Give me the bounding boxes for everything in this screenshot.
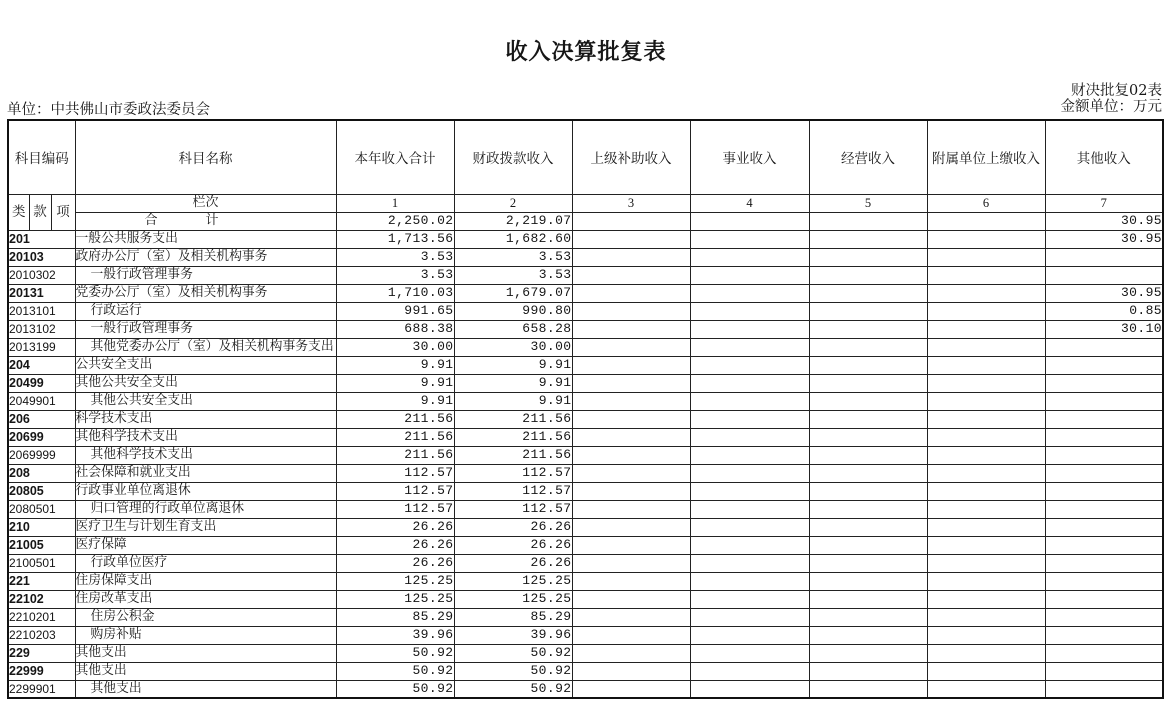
row-fiscal-appropriation: 30.00 bbox=[454, 338, 572, 356]
table-row bbox=[8, 428, 1163, 446]
row-total-income: 39.96 bbox=[336, 626, 454, 644]
row-other-income bbox=[1045, 410, 1163, 428]
row-subject-name: 其他科学技术支出 bbox=[75, 446, 336, 464]
row-business-income bbox=[690, 248, 809, 266]
row-subject-name: 行政运行 bbox=[75, 302, 336, 320]
row-subject-code: 2010302 bbox=[8, 266, 75, 284]
row-fiscal-appropriation: 990.80 bbox=[454, 302, 572, 320]
col-header-affiliated-remittance: 附属单位上缴收入 bbox=[927, 120, 1045, 194]
table-row bbox=[8, 266, 1163, 284]
row-other-income bbox=[1045, 464, 1163, 482]
row-other-income bbox=[1045, 536, 1163, 554]
row-affiliated-remittance bbox=[927, 374, 1045, 392]
total-affiliated-remittance bbox=[927, 212, 1045, 230]
row-subject-code: 20499 bbox=[8, 374, 75, 392]
row-business-income bbox=[690, 338, 809, 356]
row-other-income bbox=[1045, 482, 1163, 500]
row-affiliated-remittance bbox=[927, 536, 1045, 554]
row-subject-name: 住房公积金 bbox=[75, 608, 336, 626]
row-total-income: 26.26 bbox=[336, 518, 454, 536]
row-subject-name: 住房保障支出 bbox=[75, 572, 336, 590]
col-header-subject-code: 科目编码 bbox=[8, 120, 75, 194]
document-title: 收入决算批复表 bbox=[505, 40, 667, 65]
row-subject-name: 其他党委办公厅（室）及相关机构事务支出 bbox=[75, 338, 336, 356]
row-operating-income bbox=[809, 374, 927, 392]
row-subject-code: 2049901 bbox=[8, 392, 75, 410]
row-affiliated-remittance bbox=[927, 428, 1045, 446]
row-affiliated-remittance bbox=[927, 266, 1045, 284]
row-business-income bbox=[690, 284, 809, 302]
row-subject-name: 归口管理的行政单位离退休 bbox=[75, 500, 336, 518]
row-subject-code: 204 bbox=[8, 356, 75, 374]
row-subject-code: 2100501 bbox=[8, 554, 75, 572]
row-total-income: 688.38 bbox=[336, 320, 454, 338]
row-affiliated-remittance bbox=[927, 338, 1045, 356]
table-row bbox=[8, 338, 1163, 356]
table-row bbox=[8, 644, 1163, 662]
row-total-income: 1,713.56 bbox=[336, 230, 454, 248]
row-business-income bbox=[690, 626, 809, 644]
row-subject-name: 社会保障和就业支出 bbox=[75, 464, 336, 482]
row-business-income bbox=[690, 410, 809, 428]
total-superior-subsidy bbox=[572, 212, 690, 230]
form-number: 财决批复02表 bbox=[1071, 83, 1162, 99]
row-business-income bbox=[690, 266, 809, 284]
table-row bbox=[8, 464, 1163, 482]
row-other-income bbox=[1045, 428, 1163, 446]
row-fiscal-appropriation: 658.28 bbox=[454, 320, 572, 338]
row-total-income: 125.25 bbox=[336, 590, 454, 608]
row-total-income: 3.53 bbox=[336, 266, 454, 284]
row-business-income bbox=[690, 518, 809, 536]
row-operating-income bbox=[809, 536, 927, 554]
row-superior-subsidy bbox=[572, 680, 690, 698]
row-fiscal-appropriation: 50.92 bbox=[454, 644, 572, 662]
sub-code-item: 项 bbox=[51, 194, 75, 230]
row-superior-subsidy bbox=[572, 392, 690, 410]
row-subject-name: 一般行政管理事务 bbox=[75, 320, 336, 338]
col-header-business-income: 事业收入 bbox=[690, 120, 809, 194]
income-final-accounts-table bbox=[7, 119, 1164, 699]
row-superior-subsidy bbox=[572, 284, 690, 302]
row-fiscal-appropriation: 50.92 bbox=[454, 680, 572, 698]
row-fiscal-appropriation: 9.91 bbox=[454, 392, 572, 410]
row-fiscal-appropriation: 211.56 bbox=[454, 428, 572, 446]
row-superior-subsidy bbox=[572, 248, 690, 266]
total-label: 合计 bbox=[75, 212, 336, 230]
row-fiscal-appropriation: 112.57 bbox=[454, 482, 572, 500]
row-affiliated-remittance bbox=[927, 320, 1045, 338]
table-row bbox=[8, 320, 1163, 338]
table-header-group bbox=[8, 120, 1163, 230]
row-superior-subsidy bbox=[572, 338, 690, 356]
row-fiscal-appropriation: 211.56 bbox=[454, 410, 572, 428]
row-operating-income bbox=[809, 284, 927, 302]
row-business-income bbox=[690, 608, 809, 626]
row-total-income: 9.91 bbox=[336, 374, 454, 392]
row-superior-subsidy bbox=[572, 266, 690, 284]
table-body bbox=[8, 230, 1163, 698]
row-other-income bbox=[1045, 590, 1163, 608]
row-subject-code: 2080501 bbox=[8, 500, 75, 518]
col-header-superior-subsidy: 上级补助收入 bbox=[572, 120, 690, 194]
row-business-income bbox=[690, 374, 809, 392]
row-operating-income bbox=[809, 410, 927, 428]
row-business-income bbox=[690, 302, 809, 320]
row-operating-income bbox=[809, 302, 927, 320]
row-superior-subsidy bbox=[572, 554, 690, 572]
table-row bbox=[8, 554, 1163, 572]
row-fiscal-appropriation: 3.53 bbox=[454, 248, 572, 266]
unit-label: 单位：中共佛山市委政法委员会 bbox=[7, 102, 210, 118]
table-row bbox=[8, 482, 1163, 500]
total-operating-income bbox=[809, 212, 927, 230]
row-subject-code: 20699 bbox=[8, 428, 75, 446]
row-total-income: 211.56 bbox=[336, 428, 454, 446]
row-total-income: 3.53 bbox=[336, 248, 454, 266]
col-header-subject-name: 科目名称 bbox=[75, 120, 336, 194]
table-row bbox=[8, 662, 1163, 680]
row-business-income bbox=[690, 572, 809, 590]
row-affiliated-remittance bbox=[927, 284, 1045, 302]
row-other-income bbox=[1045, 374, 1163, 392]
row-subject-name: 其他科学技术支出 bbox=[75, 428, 336, 446]
row-total-income: 112.57 bbox=[336, 500, 454, 518]
row-operating-income bbox=[809, 500, 927, 518]
table-row bbox=[8, 374, 1163, 392]
row-other-income bbox=[1045, 356, 1163, 374]
row-operating-income bbox=[809, 392, 927, 410]
row-superior-subsidy bbox=[572, 518, 690, 536]
row-superior-subsidy bbox=[572, 230, 690, 248]
row-subject-name: 其他公共安全支出 bbox=[75, 374, 336, 392]
row-operating-income bbox=[809, 230, 927, 248]
row-subject-name: 其他支出 bbox=[75, 680, 336, 698]
row-affiliated-remittance bbox=[927, 554, 1045, 572]
row-superior-subsidy bbox=[572, 572, 690, 590]
row-operating-income bbox=[809, 428, 927, 446]
row-total-income: 26.26 bbox=[336, 554, 454, 572]
row-other-income: 0.85 bbox=[1045, 302, 1163, 320]
row-affiliated-remittance bbox=[927, 644, 1045, 662]
row-other-income bbox=[1045, 644, 1163, 662]
row-affiliated-remittance bbox=[927, 230, 1045, 248]
row-fiscal-appropriation: 9.91 bbox=[454, 356, 572, 374]
row-total-income: 211.56 bbox=[336, 410, 454, 428]
row-fiscal-appropriation: 125.25 bbox=[454, 590, 572, 608]
table-row bbox=[8, 536, 1163, 554]
row-superior-subsidy bbox=[572, 320, 690, 338]
table-row bbox=[8, 572, 1163, 590]
row-superior-subsidy bbox=[572, 356, 690, 374]
row-business-income bbox=[690, 356, 809, 374]
row-subject-code: 206 bbox=[8, 410, 75, 428]
row-superior-subsidy bbox=[572, 446, 690, 464]
row-operating-income bbox=[809, 338, 927, 356]
row-operating-income bbox=[809, 644, 927, 662]
row-subject-code: 2299901 bbox=[8, 680, 75, 698]
row-subject-name: 行政单位医疗 bbox=[75, 554, 336, 572]
row-operating-income bbox=[809, 518, 927, 536]
column-index-1: 1 bbox=[336, 194, 454, 212]
column-index-row bbox=[8, 194, 1163, 212]
row-affiliated-remittance bbox=[927, 248, 1045, 266]
row-operating-income bbox=[809, 590, 927, 608]
row-business-income bbox=[690, 464, 809, 482]
row-subject-code: 2013102 bbox=[8, 320, 75, 338]
table-row bbox=[8, 446, 1163, 464]
col-header-operating-income: 经营收入 bbox=[809, 120, 927, 194]
row-superior-subsidy bbox=[572, 410, 690, 428]
row-total-income: 991.65 bbox=[336, 302, 454, 320]
row-subject-name: 住房改革支出 bbox=[75, 590, 336, 608]
row-fiscal-appropriation: 112.57 bbox=[454, 464, 572, 482]
row-total-income: 211.56 bbox=[336, 446, 454, 464]
row-operating-income bbox=[809, 482, 927, 500]
row-subject-name: 政府办公厅（室）及相关机构事务 bbox=[75, 248, 336, 266]
row-superior-subsidy bbox=[572, 536, 690, 554]
row-subject-code: 210 bbox=[8, 518, 75, 536]
col-header-fiscal-appropriation: 财政拨款收入 bbox=[454, 120, 572, 194]
row-fiscal-appropriation: 26.26 bbox=[454, 554, 572, 572]
row-superior-subsidy bbox=[572, 608, 690, 626]
table-row bbox=[8, 500, 1163, 518]
row-subject-code: 20805 bbox=[8, 482, 75, 500]
row-business-income bbox=[690, 446, 809, 464]
total-fiscal-appropriation: 2,219.07 bbox=[454, 212, 572, 230]
row-other-income: 30.95 bbox=[1045, 284, 1163, 302]
row-subject-code: 22102 bbox=[8, 590, 75, 608]
column-index-4: 4 bbox=[690, 194, 809, 212]
amount-unit: 金额单位：万元 bbox=[1060, 99, 1162, 115]
row-operating-income bbox=[809, 662, 927, 680]
row-fiscal-appropriation: 50.92 bbox=[454, 662, 572, 680]
row-operating-income bbox=[809, 572, 927, 590]
column-index-label: 栏次 bbox=[75, 194, 336, 212]
row-superior-subsidy bbox=[572, 590, 690, 608]
row-subject-name: 公共安全支出 bbox=[75, 356, 336, 374]
row-other-income bbox=[1045, 338, 1163, 356]
row-affiliated-remittance bbox=[927, 572, 1045, 590]
row-affiliated-remittance bbox=[927, 680, 1045, 698]
row-operating-income bbox=[809, 266, 927, 284]
row-fiscal-appropriation: 3.53 bbox=[454, 266, 572, 284]
row-total-income: 50.92 bbox=[336, 680, 454, 698]
row-subject-code: 22999 bbox=[8, 662, 75, 680]
row-other-income bbox=[1045, 446, 1163, 464]
row-other-income bbox=[1045, 608, 1163, 626]
row-total-income: 30.00 bbox=[336, 338, 454, 356]
row-fiscal-appropriation: 125.25 bbox=[454, 572, 572, 590]
row-subject-name: 医疗保障 bbox=[75, 536, 336, 554]
row-total-income: 9.91 bbox=[336, 356, 454, 374]
row-affiliated-remittance bbox=[927, 302, 1045, 320]
row-fiscal-appropriation: 112.57 bbox=[454, 500, 572, 518]
row-subject-name: 党委办公厅（室）及相关机构事务 bbox=[75, 284, 336, 302]
column-index-3: 3 bbox=[572, 194, 690, 212]
table-row bbox=[8, 392, 1163, 410]
column-index-6: 6 bbox=[927, 194, 1045, 212]
row-other-income bbox=[1045, 680, 1163, 698]
row-fiscal-appropriation: 9.91 bbox=[454, 374, 572, 392]
row-business-income bbox=[690, 482, 809, 500]
row-operating-income bbox=[809, 554, 927, 572]
row-affiliated-remittance bbox=[927, 500, 1045, 518]
row-other-income: 30.95 bbox=[1045, 230, 1163, 248]
row-superior-subsidy bbox=[572, 662, 690, 680]
row-other-income: 30.10 bbox=[1045, 320, 1163, 338]
row-subject-name: 科学技术支出 bbox=[75, 410, 336, 428]
row-other-income bbox=[1045, 554, 1163, 572]
table-row bbox=[8, 356, 1163, 374]
total-row bbox=[8, 212, 1163, 230]
row-total-income: 26.26 bbox=[336, 536, 454, 554]
row-other-income bbox=[1045, 248, 1163, 266]
column-index-5: 5 bbox=[809, 194, 927, 212]
row-affiliated-remittance bbox=[927, 518, 1045, 536]
row-subject-name: 一般行政管理事务 bbox=[75, 266, 336, 284]
row-business-income bbox=[690, 590, 809, 608]
row-fiscal-appropriation: 26.26 bbox=[454, 536, 572, 554]
table-row bbox=[8, 590, 1163, 608]
row-business-income bbox=[690, 320, 809, 338]
total-business-income bbox=[690, 212, 809, 230]
row-affiliated-remittance bbox=[927, 590, 1045, 608]
row-operating-income bbox=[809, 320, 927, 338]
table-row bbox=[8, 680, 1163, 698]
row-superior-subsidy bbox=[572, 626, 690, 644]
total-other-income: 30.95 bbox=[1045, 212, 1163, 230]
row-superior-subsidy bbox=[572, 374, 690, 392]
row-other-income bbox=[1045, 392, 1163, 410]
column-index-7: 7 bbox=[1045, 194, 1163, 212]
table-row bbox=[8, 284, 1163, 302]
row-affiliated-remittance bbox=[927, 410, 1045, 428]
row-superior-subsidy bbox=[572, 500, 690, 518]
row-affiliated-remittance bbox=[927, 608, 1045, 626]
sub-code-category: 类 bbox=[8, 194, 29, 230]
row-business-income bbox=[690, 536, 809, 554]
row-subject-name: 一般公共服务支出 bbox=[75, 230, 336, 248]
table-row bbox=[8, 302, 1163, 320]
row-subject-code: 2069999 bbox=[8, 446, 75, 464]
header-row bbox=[8, 120, 1163, 194]
row-business-income bbox=[690, 392, 809, 410]
row-business-income bbox=[690, 644, 809, 662]
row-other-income bbox=[1045, 500, 1163, 518]
row-subject-name: 其他支出 bbox=[75, 662, 336, 680]
row-fiscal-appropriation: 39.96 bbox=[454, 626, 572, 644]
row-other-income bbox=[1045, 266, 1163, 284]
row-total-income: 50.92 bbox=[336, 662, 454, 680]
row-affiliated-remittance bbox=[927, 356, 1045, 374]
row-affiliated-remittance bbox=[927, 464, 1045, 482]
row-subject-code: 20131 bbox=[8, 284, 75, 302]
col-header-total-income: 本年收入合计 bbox=[336, 120, 454, 194]
row-subject-code: 20103 bbox=[8, 248, 75, 266]
row-affiliated-remittance bbox=[927, 392, 1045, 410]
row-subject-code: 221 bbox=[8, 572, 75, 590]
row-other-income bbox=[1045, 626, 1163, 644]
row-fiscal-appropriation: 1,682.60 bbox=[454, 230, 572, 248]
row-affiliated-remittance bbox=[927, 482, 1045, 500]
row-business-income bbox=[690, 428, 809, 446]
row-subject-name: 其他支出 bbox=[75, 644, 336, 662]
row-operating-income bbox=[809, 626, 927, 644]
row-business-income bbox=[690, 662, 809, 680]
table-row bbox=[8, 410, 1163, 428]
row-subject-code: 2210203 bbox=[8, 626, 75, 644]
row-superior-subsidy bbox=[572, 428, 690, 446]
total-total-income: 2,250.02 bbox=[336, 212, 454, 230]
row-operating-income bbox=[809, 446, 927, 464]
row-operating-income bbox=[809, 680, 927, 698]
row-business-income bbox=[690, 230, 809, 248]
row-operating-income bbox=[809, 608, 927, 626]
row-fiscal-appropriation: 211.56 bbox=[454, 446, 572, 464]
row-business-income bbox=[690, 554, 809, 572]
row-subject-code: 2210201 bbox=[8, 608, 75, 626]
row-operating-income bbox=[809, 356, 927, 374]
row-operating-income bbox=[809, 248, 927, 266]
row-subject-code: 208 bbox=[8, 464, 75, 482]
row-subject-name: 购房补贴 bbox=[75, 626, 336, 644]
row-other-income bbox=[1045, 518, 1163, 536]
table-row bbox=[8, 626, 1163, 644]
row-affiliated-remittance bbox=[927, 446, 1045, 464]
row-superior-subsidy bbox=[572, 644, 690, 662]
row-subject-code: 21005 bbox=[8, 536, 75, 554]
row-subject-code: 201 bbox=[8, 230, 75, 248]
row-subject-name: 行政事业单位离退休 bbox=[75, 482, 336, 500]
row-subject-code: 2013101 bbox=[8, 302, 75, 320]
row-affiliated-remittance bbox=[927, 626, 1045, 644]
row-total-income: 1,710.03 bbox=[336, 284, 454, 302]
row-fiscal-appropriation: 85.29 bbox=[454, 608, 572, 626]
row-other-income bbox=[1045, 572, 1163, 590]
table-row bbox=[8, 230, 1163, 248]
row-superior-subsidy bbox=[572, 482, 690, 500]
row-subject-name: 其他公共安全支出 bbox=[75, 392, 336, 410]
row-business-income bbox=[690, 500, 809, 518]
row-total-income: 125.25 bbox=[336, 572, 454, 590]
row-total-income: 112.57 bbox=[336, 482, 454, 500]
row-superior-subsidy bbox=[572, 464, 690, 482]
row-business-income bbox=[690, 680, 809, 698]
table-row bbox=[8, 248, 1163, 266]
row-fiscal-appropriation: 1,679.07 bbox=[454, 284, 572, 302]
row-total-income: 112.57 bbox=[336, 464, 454, 482]
row-subject-code: 229 bbox=[8, 644, 75, 662]
table-row bbox=[8, 608, 1163, 626]
row-total-income: 85.29 bbox=[336, 608, 454, 626]
row-fiscal-appropriation: 26.26 bbox=[454, 518, 572, 536]
row-total-income: 9.91 bbox=[336, 392, 454, 410]
row-superior-subsidy bbox=[572, 302, 690, 320]
column-index-2: 2 bbox=[454, 194, 572, 212]
row-operating-income bbox=[809, 464, 927, 482]
sub-code-section: 款 bbox=[29, 194, 51, 230]
row-total-income: 50.92 bbox=[336, 644, 454, 662]
row-subject-code: 2013199 bbox=[8, 338, 75, 356]
col-header-other-income: 其他收入 bbox=[1045, 120, 1163, 194]
row-other-income bbox=[1045, 662, 1163, 680]
row-affiliated-remittance bbox=[927, 662, 1045, 680]
table-row bbox=[8, 518, 1163, 536]
row-subject-name: 医疗卫生与计划生育支出 bbox=[75, 518, 336, 536]
